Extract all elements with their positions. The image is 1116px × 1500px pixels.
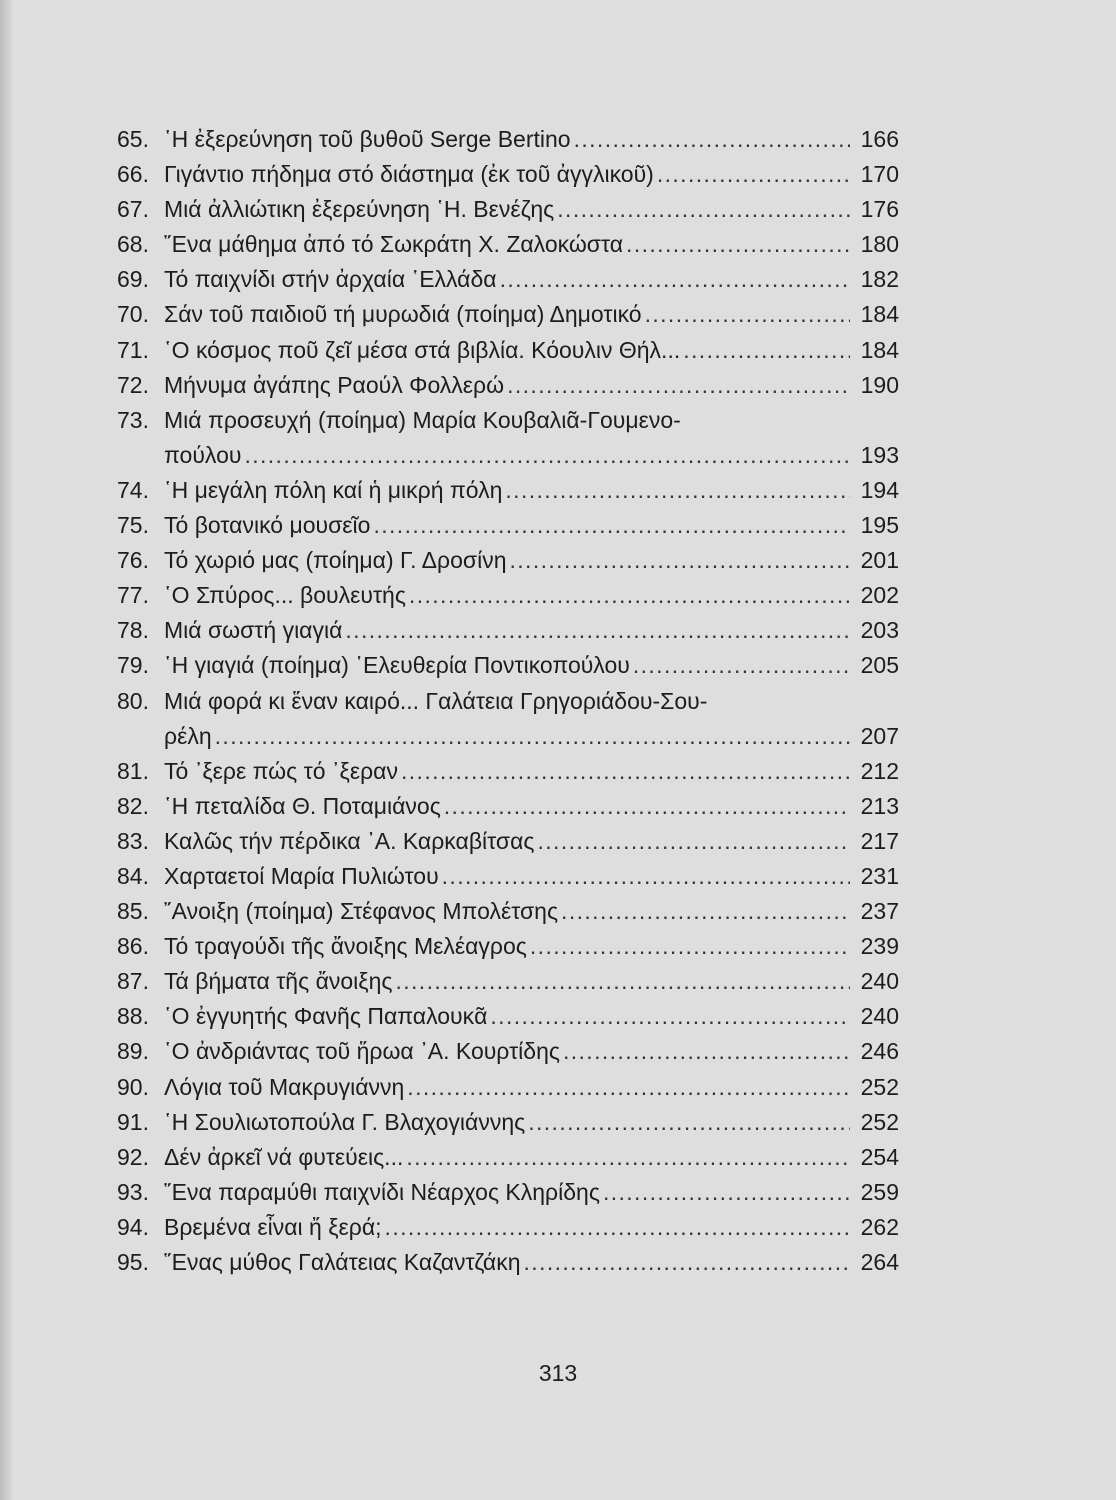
dot-leader: [490, 999, 850, 1034]
toc-entry-number: 65.: [117, 126, 149, 152]
toc-entry: [117, 929, 899, 964]
toc-entry-page: 180: [860, 231, 899, 258]
toc-entry: [117, 648, 899, 683]
dot-leader: [500, 262, 850, 297]
dot-leader: [345, 613, 850, 648]
dot-leader: [510, 543, 851, 578]
toc-entry-page: 254: [860, 1143, 899, 1170]
dot-leader: [563, 1034, 850, 1069]
toc-entry-title: ῾Η ἐξερεύνηση τοῦ βυθοῦ Serge Bertino: [164, 126, 571, 152]
toc-entry-page: 240: [860, 968, 899, 995]
toc-entry-number: 66.: [117, 161, 149, 188]
toc-entry-title: Μήνυμα ἀγάπης Ραούλ Φολλερώ: [164, 371, 505, 398]
dot-leader: [406, 1140, 850, 1175]
dot-leader: [507, 368, 850, 403]
dot-leader: [244, 438, 850, 473]
toc-entry-title: Μιά ἀλλιώτικη ἐξερεύνηση ῾Η. Βενέζης: [164, 196, 555, 223]
toc-entry-title: Σάν τοῦ παιδιοῦ τή μυρωδιά (ποίημα) Δημοτικό: [164, 301, 642, 328]
toc-entry-title: Τό ᾿ξερε πώς τό ᾿ξεραν: [164, 757, 398, 784]
toc-entry-title: Βρεμένα εἶναι ἤ ξερά;: [164, 1213, 382, 1240]
toc-entry-page: 184: [860, 301, 899, 328]
toc-entry: [117, 1175, 899, 1210]
dot-leader: [444, 789, 850, 824]
toc-entry-number: 76.: [117, 547, 149, 574]
toc-entry: [117, 1245, 899, 1280]
toc-entry-number: 68.: [117, 231, 149, 258]
toc-entry-number: 73.: [117, 406, 149, 433]
toc-entry-title: Μιά σωστή γιαγιά: [164, 617, 343, 644]
toc-entry-number: 93.: [117, 1178, 149, 1205]
dot-leader: [505, 473, 850, 508]
toc-entry-title: Δέν ἀρκεῖ νά φυτεύεις...: [164, 1143, 404, 1170]
dot-leader: [524, 1245, 851, 1280]
dot-leader: [373, 508, 850, 543]
toc-entry-page: 194: [860, 476, 899, 503]
toc-entry-number: 82.: [117, 792, 149, 819]
toc-entry: [117, 684, 899, 719]
toc-entry-number: 89.: [117, 1038, 149, 1065]
toc-entry: [117, 227, 899, 262]
toc-entry-page: 212: [860, 757, 899, 784]
toc-entry-number: 72.: [117, 371, 149, 398]
toc-entry-title: Μιά φορά κι ἕναν καιρό... Γαλάτεια Γρηγοριάδου-Σου-: [164, 687, 708, 714]
toc-entry: [117, 262, 899, 297]
toc-entry-number: 90.: [117, 1073, 149, 1100]
toc-entry: [117, 1105, 899, 1140]
dot-leader: [538, 824, 851, 859]
toc-entry-number: 80.: [117, 687, 149, 714]
toc-entry: [117, 964, 899, 999]
toc-entry-title: ῞Ενα μάθημα ἀπό τό Σωκράτη Χ. Ζαλοκώστα: [164, 231, 624, 258]
toc-entry-title: πούλου: [164, 441, 242, 468]
toc-entry-title: Χαρταετοί Μαρία Πυλιώτου: [164, 862, 439, 889]
toc-entry-page: 190: [860, 371, 899, 398]
toc-entry-title: Τό βοτανικό μουσεῖο: [164, 512, 371, 539]
toc-entry: [117, 1034, 899, 1069]
toc-entry-number: 79.: [117, 652, 149, 679]
dot-leader: [626, 227, 850, 262]
toc-entry: [117, 122, 899, 157]
toc-entry-page: 201: [860, 547, 899, 574]
dot-leader: [395, 964, 850, 999]
toc-entry-number: 74.: [117, 476, 149, 503]
toc-entry-page: 205: [860, 652, 899, 679]
toc-entry: [117, 859, 899, 894]
toc-entry-page: 252: [860, 1073, 899, 1100]
dot-leader: [657, 157, 850, 192]
toc-entry-number: 94.: [117, 1213, 149, 1240]
toc-entry-title: ῾Ο ἀνδριάντας τοῦ ἥρωα ᾿Α. Κουρτίδης: [164, 1038, 560, 1065]
toc-entry-number: 69.: [117, 266, 149, 293]
toc-entry-number: 85.: [117, 898, 149, 925]
dot-leader: [603, 1175, 850, 1210]
toc-entry: [117, 1070, 899, 1105]
toc-entry-title: Τό τραγούδι τῆς ἄνοιξης Μελέαγρος: [164, 933, 527, 960]
toc-entry-title: ῾Η μεγάλη πόλη καί ἡ μικρή πόλη: [164, 476, 503, 503]
toc-entry-page: 239: [860, 933, 899, 960]
toc-entry: [117, 403, 899, 438]
toc-entry-page: 262: [860, 1213, 899, 1240]
toc-entry-page: 166: [860, 126, 899, 152]
toc-entry-page: 203: [860, 617, 899, 644]
toc-entry-title: Γιγάντιο πήδημα στό διάστημα (ἐκ τοῦ ἀγγλικοῦ): [164, 161, 654, 188]
dot-leader: [442, 859, 850, 894]
dot-leader: [385, 1210, 850, 1245]
toc-entry-page: 240: [860, 1003, 899, 1030]
toc-entry: [117, 508, 899, 543]
toc-entry-page: 176: [860, 196, 899, 223]
toc-entry-title: ῾Η Σουλιωτοπούλα Γ. Βλαχογιάννης: [164, 1108, 526, 1135]
dot-leader: [574, 122, 850, 157]
toc-entry-title: Τό παιχνίδι στήν ἀρχαία ῾Ελλάδα: [164, 266, 497, 293]
toc-entry-number: 87.: [117, 968, 149, 995]
toc-entry-title: Τό χωριό μας (ποίημα) Γ. Δροσίνη: [164, 547, 507, 574]
toc-entry-page: 184: [860, 336, 899, 363]
toc-entry: [117, 824, 899, 859]
toc-entry-title: ῾Ο Σπύρος... βουλευτής: [164, 582, 406, 609]
toc-entry-continuation: [117, 719, 899, 754]
dot-leader: [557, 192, 850, 227]
dot-leader: [407, 1070, 850, 1105]
page-number: 313: [538, 1360, 578, 1386]
toc-entry: [117, 368, 899, 403]
toc-entry-title: ῞Ενας μύθος Γαλάτειας Καζαντζάκη: [164, 1249, 521, 1275]
toc-entry-page: 195: [860, 512, 899, 539]
toc-entry-page: 264: [860, 1249, 899, 1275]
toc-entry-number: 78.: [117, 617, 149, 644]
toc-entry-title: ῾Ο κόσμος ποῦ ζεῖ μέσα στά βιβλία. Κόουλιν Θήλ...: [164, 336, 681, 363]
toc-entry-number: 83.: [117, 827, 149, 854]
toc-entry: [117, 333, 899, 368]
toc-entry: [117, 999, 899, 1034]
dot-leader: [645, 297, 850, 332]
toc-entry: [117, 754, 899, 789]
dot-leader: [683, 333, 850, 368]
toc-entry-page: 231: [860, 862, 899, 889]
toc-entry-number: 70.: [117, 301, 149, 328]
toc-entry: [117, 894, 899, 929]
toc-entry-number: 91.: [117, 1108, 149, 1135]
toc-entry: [117, 578, 899, 613]
toc-entry: [117, 1140, 899, 1175]
dot-leader: [528, 1105, 850, 1140]
toc-entry-title: Τά βήματα τῆς ἄνοιξης: [164, 968, 393, 995]
toc-entry-title: ῾Η γιαγιά (ποίημα) ῾Ελευθερία Ποντικοπούλου: [164, 652, 630, 679]
toc-entry-title: Μιά προσευχή (ποίημα) Μαρία Κουβαλιᾶ-Γουμενο-: [164, 406, 681, 433]
toc-entry: [117, 1210, 899, 1245]
toc-entry: [117, 789, 899, 824]
toc-entry-number: 92.: [117, 1143, 149, 1170]
toc-entry: [117, 543, 899, 578]
toc-entry-page: 207: [860, 722, 899, 749]
toc-entry-title: ῎Ανοιξη (ποίημα) Στέφανος Μπολέτσης: [164, 898, 559, 925]
table-of-contents: [117, 122, 899, 1280]
toc-entry: [117, 473, 899, 508]
toc-entry-page: 182: [860, 266, 899, 293]
dot-leader: [409, 578, 850, 613]
toc-entry: [117, 192, 899, 227]
toc-entry-page: 217: [860, 827, 899, 854]
toc-entry: [117, 297, 899, 332]
toc-entry-number: 84.: [117, 862, 149, 889]
dot-leader: [215, 719, 850, 754]
toc-entry-title: Καλῶς τήν πέρδικα ᾿Α. Καρκαβίτσας: [164, 827, 535, 854]
toc-entry-number: 67.: [117, 196, 149, 223]
toc-entry-page: 237: [860, 898, 899, 925]
toc-entry-number: 75.: [117, 512, 149, 539]
toc-entry-page: 246: [860, 1038, 899, 1065]
toc-entry-number: 81.: [117, 757, 149, 784]
toc-entry-number: 86.: [117, 933, 149, 960]
toc-entry-page: 252: [860, 1108, 899, 1135]
toc-entry-page: 193: [860, 441, 899, 468]
toc-entry-title: ρέλη: [164, 722, 212, 749]
toc-entry-page: 170: [860, 161, 899, 188]
toc-entry-page: 202: [860, 582, 899, 609]
toc-entry-page: 259: [860, 1178, 899, 1205]
dot-leader: [633, 648, 850, 683]
toc-entry-number: 95.: [117, 1249, 149, 1275]
toc-entry-number: 88.: [117, 1003, 149, 1030]
toc-entry-title: ῞Ενα παραμύθι παιχνίδι Νέαρχος Κληρίδης: [164, 1178, 600, 1205]
toc-entry: [117, 613, 899, 648]
toc-entry-title: ῾Ο ἐγγυητής Φανῆς Παπαλουκᾶ: [164, 1003, 488, 1030]
toc-entry-title: ῾Η πεταλίδα Θ. Ποταμιάνος: [164, 792, 441, 819]
toc-entry-page: 213: [860, 792, 899, 819]
toc-entry-continuation: [117, 438, 899, 473]
toc-entry-number: 71.: [117, 336, 149, 363]
dot-leader: [530, 929, 850, 964]
toc-entry: [117, 157, 899, 192]
dot-leader: [401, 754, 850, 789]
dot-leader: [561, 894, 850, 929]
toc-entry-title: Λόγια τοῦ Μακρυγιάννη: [164, 1073, 405, 1100]
toc-entry-number: 77.: [117, 582, 149, 609]
